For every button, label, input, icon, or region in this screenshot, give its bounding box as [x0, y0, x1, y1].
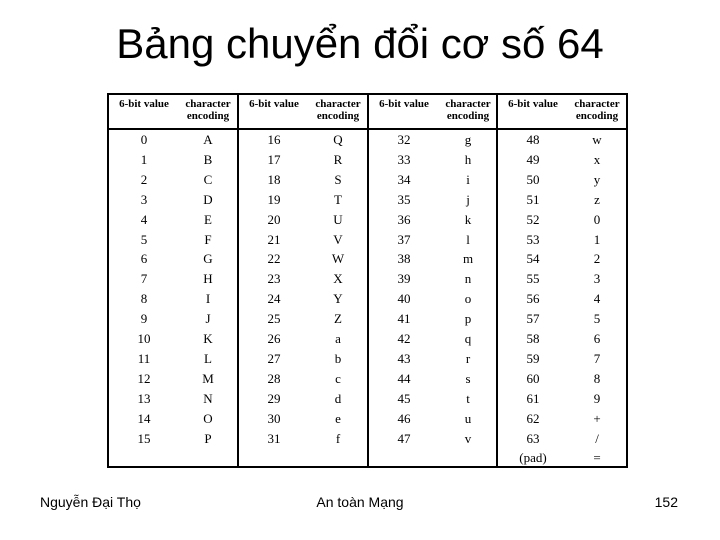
cell-character-encoding: H [203, 271, 213, 287]
cell-6-bit-value: 2 [140, 171, 148, 187]
cell-character-encoding: r [465, 350, 471, 366]
cell-character-encoding: R [333, 151, 343, 167]
header-6-bit-value: 6-bit value [119, 98, 169, 110]
cell-character-encoding: i [466, 171, 470, 187]
cell-character-encoding: 8 [593, 370, 601, 386]
cell-character-encoding: S [334, 171, 342, 187]
cell-6-bit-value: 47 [397, 430, 411, 446]
cell-character-encoding: / [595, 430, 599, 446]
cell-6-bit-value: 17 [267, 151, 281, 167]
cell-6-bit-value: 19 [267, 191, 281, 207]
cell-character-encoding: C [203, 171, 213, 187]
cell-character-encoding: I [205, 291, 211, 307]
cell-character-encoding: 1 [593, 231, 601, 247]
header-divider [109, 128, 626, 130]
cell-character-encoding: N [203, 390, 213, 406]
cell-6-bit-value: 48 [526, 132, 540, 147]
cell-character-encoding: d [334, 390, 342, 406]
cell-6-bit-value: 29 [267, 390, 281, 406]
cell-character-encoding: Y [333, 291, 343, 307]
cell-character-encoding: K [203, 331, 213, 346]
cell-6-bit-value: 54 [526, 251, 540, 267]
cell-6-bit-value: 30 [267, 410, 281, 426]
cell-character-encoding: Z [334, 311, 342, 327]
cell-6-bit-value: 51 [526, 191, 540, 207]
cell-character-encoding: k [464, 211, 472, 227]
cell-character-encoding: E [204, 211, 212, 227]
cell-6-bit-value: 33 [397, 151, 411, 167]
cell-character-encoding: = [593, 450, 601, 466]
cell-character-encoding: + [593, 410, 601, 426]
cell-character-encoding: z [594, 191, 600, 207]
cell-character-encoding: 5 [593, 311, 601, 327]
cell-6-bit-value: 31 [267, 430, 281, 446]
cell-character-encoding: 3 [593, 271, 601, 287]
header-character-encoding: character encoding [185, 98, 231, 122]
cell-6-bit-value: 49 [526, 151, 540, 167]
cell-character-encoding: 4 [593, 291, 601, 307]
cell-character-encoding: y [593, 171, 601, 187]
cell-6-bit-value: 4 [140, 211, 148, 227]
cell-6-bit-value: 23 [267, 271, 281, 287]
cell-6-bit-value: 21 [267, 231, 281, 247]
cell-6-bit-value: 57 [526, 311, 540, 327]
header-6-bit-value: 6-bit value [379, 98, 429, 110]
cell-6-bit-value: 24 [267, 291, 281, 307]
cell-character-encoding: p [464, 311, 472, 327]
cell-6-bit-value: 62 [526, 410, 540, 426]
cell-6-bit-value: 7 [140, 271, 148, 287]
cell-6-bit-value: (pad) [519, 450, 547, 466]
cell-6-bit-value: 44 [397, 370, 411, 386]
cell-6-bit-value: 38 [397, 251, 411, 267]
cell-character-encoding: 0 [593, 211, 601, 227]
cell-6-bit-value: 53 [526, 231, 540, 247]
cell-character-encoding: L [204, 350, 212, 366]
cell-6-bit-value: 12 [137, 370, 151, 386]
cell-6-bit-value: 27 [267, 350, 281, 366]
cell-6-bit-value: 28 [267, 370, 281, 386]
cell-6-bit-value: 37 [397, 231, 411, 247]
cell-character-encoding: t [466, 390, 470, 406]
cell-character-encoding: U [333, 211, 343, 227]
cell-6-bit-value: 6 [140, 251, 148, 267]
cell-character-encoding: 9 [593, 390, 601, 406]
cell-character-encoding: a [335, 331, 341, 346]
cell-6-bit-value: 26 [267, 331, 281, 346]
cell-character-encoding: s [465, 370, 471, 386]
cell-6-bit-value: 15 [137, 430, 151, 446]
cell-6-bit-value: 50 [526, 171, 540, 187]
cell-6-bit-value: 43 [397, 350, 411, 366]
cell-character-encoding: J [205, 311, 211, 327]
cell-character-encoding: h [464, 151, 472, 167]
cell-character-encoding: O [203, 410, 213, 426]
cell-6-bit-value: 45 [397, 390, 411, 406]
cell-6-bit-value: 11 [137, 350, 151, 366]
cell-character-encoding: f [335, 430, 341, 446]
cell-character-encoding: 7 [593, 350, 601, 366]
footer-course: An toàn Mạng [316, 494, 404, 510]
cell-6-bit-value: 0 [140, 132, 148, 147]
cell-character-encoding: x [593, 151, 601, 167]
cell-6-bit-value: 36 [397, 211, 411, 227]
cell-character-encoding: 2 [593, 251, 601, 267]
cell-6-bit-value: 39 [397, 271, 411, 287]
cell-character-encoding: u [464, 410, 472, 426]
cell-character-encoding: o [464, 291, 472, 307]
cell-6-bit-value: 41 [397, 311, 411, 327]
slide-title: Bảng chuyển đổi cơ số 64 [116, 20, 604, 67]
footer-author: Nguyễn Đại Thọ [40, 494, 141, 510]
cell-character-encoding: j [466, 191, 470, 207]
cell-6-bit-value: 55 [526, 271, 540, 287]
header-6-bit-value: 6-bit value [508, 98, 558, 110]
cell-6-bit-value: 52 [526, 211, 540, 227]
footer-page-number: 152 [654, 494, 678, 510]
cell-character-encoding: c [335, 370, 341, 386]
cell-6-bit-value: 25 [267, 311, 281, 327]
cell-character-encoding: l [466, 231, 470, 247]
cell-6-bit-value: 35 [397, 191, 411, 207]
cell-character-encoding: B [203, 151, 213, 167]
cell-6-bit-value: 58 [526, 331, 540, 346]
cell-character-encoding: Q [333, 132, 343, 147]
cell-6-bit-value: 34 [397, 171, 411, 187]
cell-character-encoding: b [334, 350, 342, 366]
cell-character-encoding: g [464, 132, 472, 147]
cell-character-encoding: q [464, 331, 472, 346]
cell-6-bit-value: 22 [267, 251, 281, 267]
header-6-bit-value: 6-bit value [249, 98, 299, 110]
cell-6-bit-value: 10 [137, 331, 151, 346]
cell-6-bit-value: 63 [526, 430, 540, 446]
cell-character-encoding: W [331, 251, 345, 267]
cell-6-bit-value: 1 [140, 151, 148, 167]
cell-6-bit-value: 42 [397, 331, 411, 346]
cell-6-bit-value: 14 [137, 410, 151, 426]
cell-6-bit-value: 5 [140, 231, 148, 247]
header-character-encoding: character encoding [315, 98, 361, 122]
header-character-encoding: character encoding [445, 98, 491, 122]
cell-character-encoding: P [204, 430, 212, 446]
cell-6-bit-value: 59 [526, 350, 540, 366]
base64-table [107, 93, 628, 468]
cell-character-encoding: n [464, 271, 472, 287]
cell-6-bit-value: 9 [140, 311, 148, 327]
cell-6-bit-value: 40 [397, 291, 411, 307]
cell-6-bit-value: 60 [526, 370, 540, 386]
cell-character-encoding: G [203, 251, 213, 267]
cell-6-bit-value: 8 [140, 291, 148, 307]
cell-6-bit-value: 61 [526, 390, 540, 406]
cell-6-bit-value: 32 [397, 132, 411, 147]
cell-character-encoding: 6 [593, 331, 601, 346]
cell-6-bit-value: 18 [267, 171, 281, 187]
cell-character-encoding: v [464, 430, 472, 446]
cell-6-bit-value: 3 [140, 191, 148, 207]
header-character-encoding: character encoding [574, 98, 620, 122]
cell-character-encoding: m [462, 251, 474, 267]
cell-character-encoding: A [203, 132, 213, 147]
cell-character-encoding: w [592, 132, 602, 147]
cell-6-bit-value: 16 [267, 132, 281, 147]
cell-character-encoding: X [333, 271, 343, 287]
cell-6-bit-value: 46 [397, 410, 411, 426]
cell-character-encoding: F [204, 231, 212, 247]
cell-character-encoding: D [203, 191, 213, 207]
cell-6-bit-value: 56 [526, 291, 540, 307]
cell-6-bit-value: 20 [267, 211, 281, 227]
cell-character-encoding: V [333, 231, 343, 247]
cell-character-encoding: T [334, 191, 342, 207]
cell-6-bit-value: 13 [137, 390, 151, 406]
cell-character-encoding: M [202, 370, 214, 386]
cell-character-encoding: e [335, 410, 341, 426]
